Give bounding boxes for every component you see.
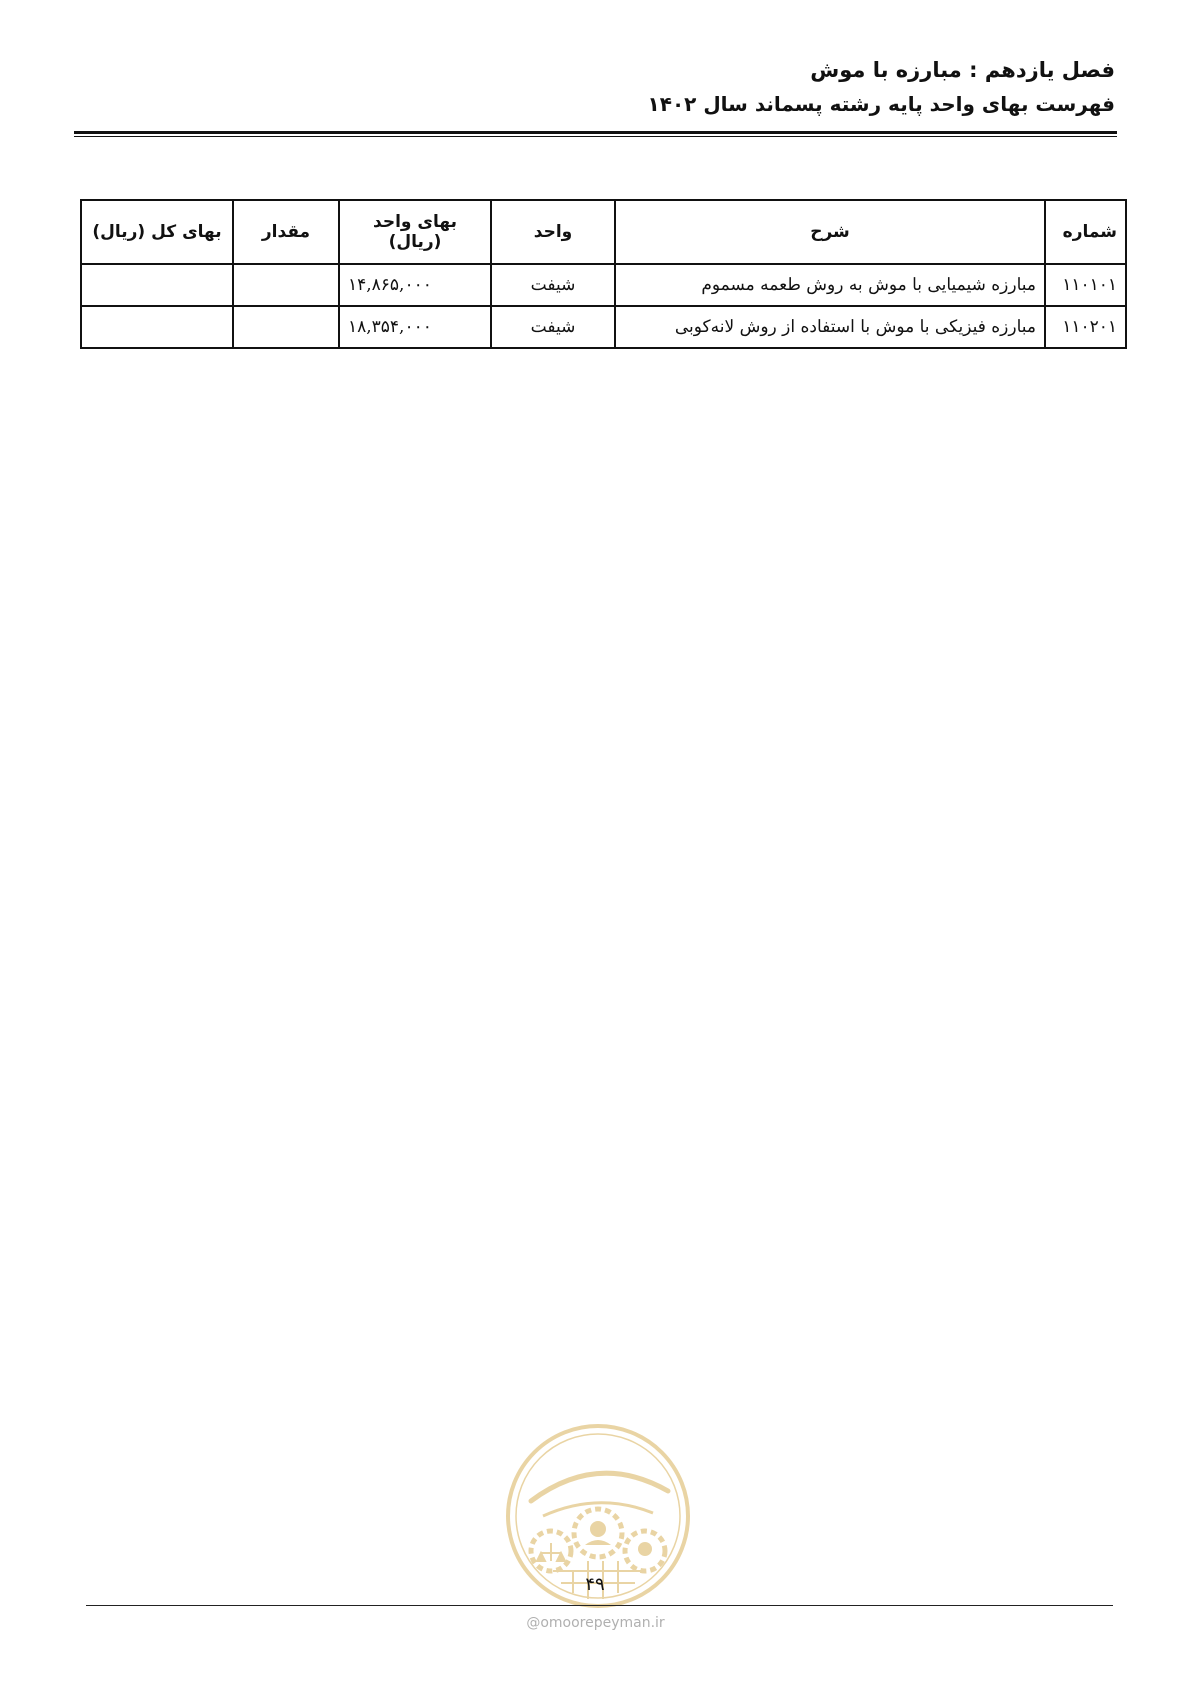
column-header-unit: واحد	[491, 200, 615, 264]
cell-total-price	[81, 306, 233, 348]
price-list-table	[80, 199, 1127, 349]
website-watermark: @omoorepeyman.ir	[526, 1615, 665, 1631]
header-rule-thick	[74, 131, 1117, 134]
header-rule-thin	[74, 136, 1117, 137]
document-header	[648, 56, 1115, 118]
footer-rule	[86, 1605, 1113, 1606]
column-header-description: شرح	[615, 200, 1045, 264]
cell-quantity	[233, 264, 339, 306]
cell-unit: شیفت	[491, 264, 615, 306]
column-header-total-price: بهای کل (ریال)	[81, 200, 233, 264]
table-row	[81, 306, 1126, 348]
chapter-title: فصل یازدهم : مبارزه با موش	[810, 58, 1115, 82]
cell-description: مبارزه شیمیایی با موش به روش طعمه مسموم	[615, 264, 1045, 306]
cell-description: مبارزه فیزیکی با موش با استفاده از روش لانه‌کوبی	[615, 306, 1045, 348]
column-header-quantity: مقدار	[233, 200, 339, 264]
cell-number: ۱۱۰۲۰۱	[1045, 306, 1126, 348]
cell-quantity	[233, 306, 339, 348]
table-header-row	[81, 200, 1126, 264]
page-number: ۴۹	[585, 1574, 605, 1595]
cell-unit-price: ۱۴,۸۶۵,۰۰۰	[339, 264, 491, 306]
column-header-number: شماره	[1045, 200, 1126, 264]
cell-unit: شیفت	[491, 306, 615, 348]
cell-total-price	[81, 264, 233, 306]
table-row	[81, 264, 1126, 306]
cell-unit-price: ۱۸,۳۵۴,۰۰۰	[339, 306, 491, 348]
column-header-unit-price: بهای واحد (ریال)	[339, 200, 491, 264]
document-subtitle: فهرست بهای واحد پایه رشته پسماند سال ۱۴۰۲	[647, 92, 1115, 116]
cell-number: ۱۱۰۱۰۱	[1045, 264, 1126, 306]
